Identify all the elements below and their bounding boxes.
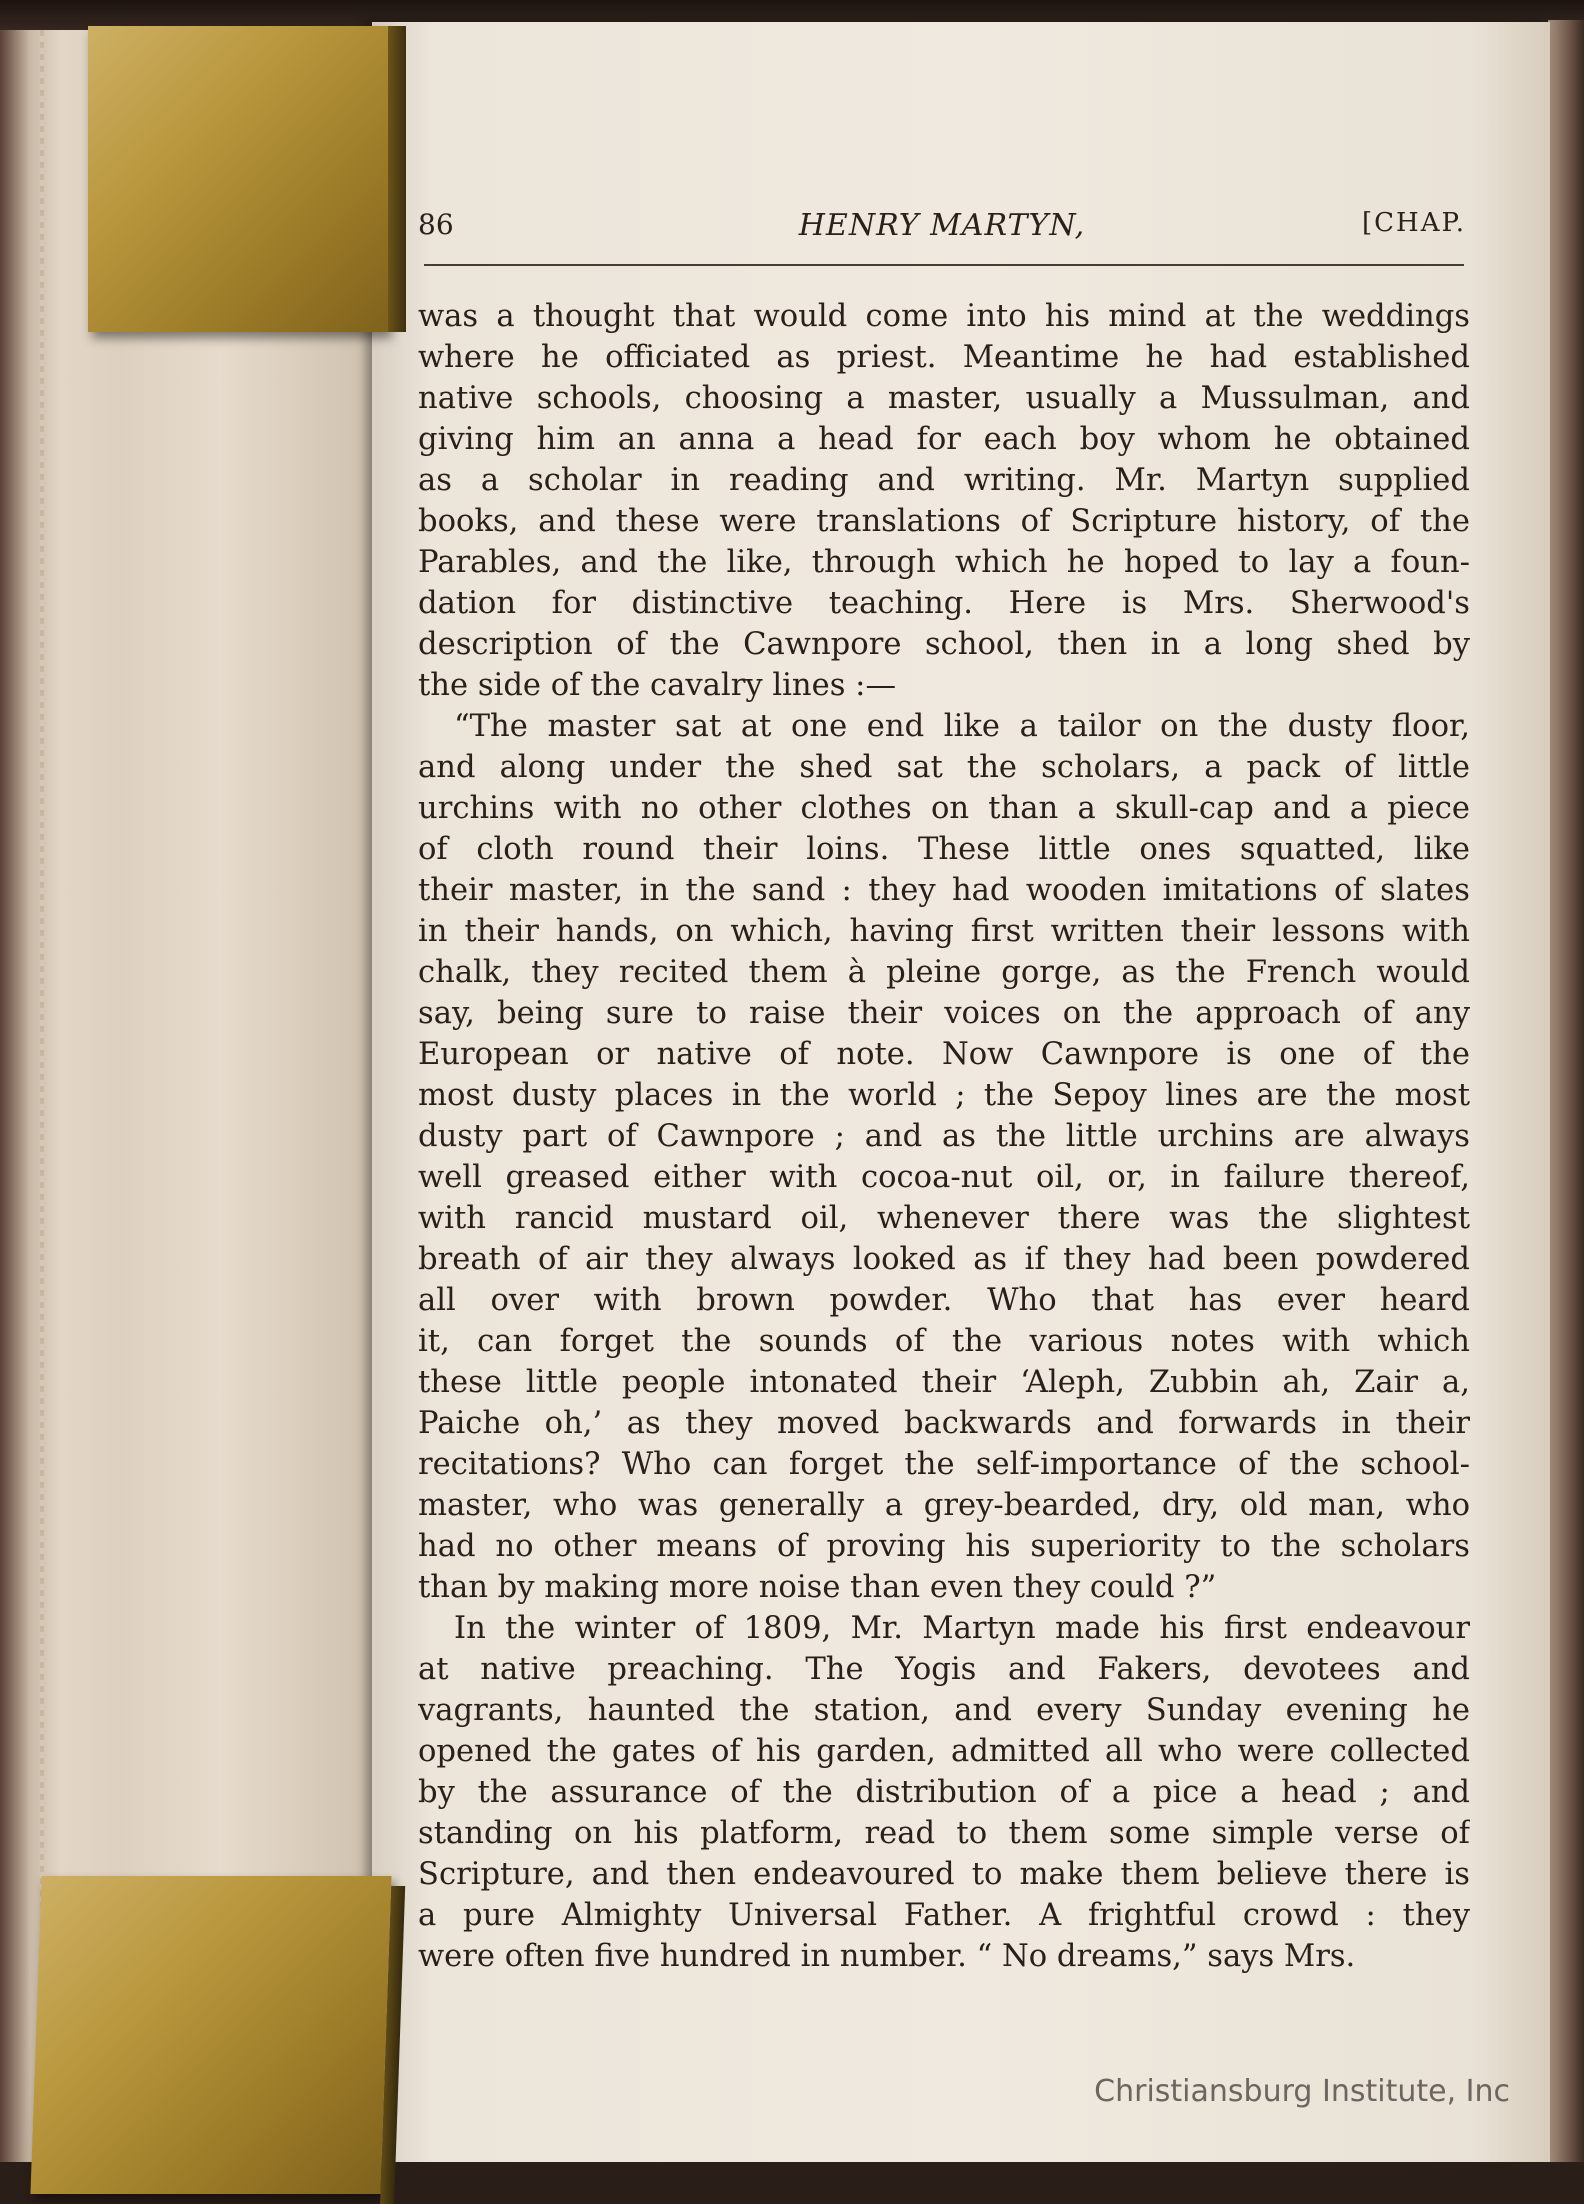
text-line: was a thought that would come into his mind at the weddings (418, 299, 1470, 334)
text-line: Paiche oh,’ as they moved backwards and forwards in their (418, 1406, 1470, 1441)
text-line: standing on his platform, read to them some simple verse of (418, 1816, 1470, 1851)
text-line: In the winter of 1809, Mr. Martyn made his first endeavour (454, 1611, 1470, 1646)
chapter-marker: [CHAP. (1362, 208, 1466, 238)
text-line: native schools, choosing a master, usually a Mussulman, and (418, 381, 1470, 416)
text-line: giving him an anna a head for each boy whom he obtained (418, 422, 1470, 457)
text-line: breath of air they always looked as if they had been powdered (418, 1242, 1470, 1277)
paragraph (418, 1608, 1470, 1977)
gold-bookmark-bottom (30, 1876, 391, 2194)
text-line: books, and these were translations of Scripture history, of the (418, 504, 1470, 539)
watermark: Christiansburg Institute, Inc (1094, 2074, 1510, 2109)
text-line: it, can forget the sounds of the various notes with which (418, 1324, 1470, 1359)
text-line: as a scholar in reading and writing. Mr. Martyn supplied (418, 463, 1470, 498)
text-line: chalk, they recited them à pleine gorge, as the French would (418, 955, 1470, 990)
text-line: their master, in the sand : they had wooden imitations of slates (418, 873, 1470, 908)
text-line: dation for distinctive teaching. Here is Mrs. Sherwood's (418, 586, 1470, 621)
text-line: well greased either with cocoa-nut oil, or, in failure thereof, (418, 1160, 1470, 1195)
page-number: 86 (418, 208, 454, 241)
text-line: a pure Almighty Universal Father. A frightful crowd : they (418, 1898, 1470, 1933)
text-line: had no other means of proving his superiority to the scholars (418, 1529, 1470, 1564)
body-text (418, 296, 1470, 1977)
text-line: by the assurance of the distribution of a pice a head ; and (418, 1775, 1470, 1810)
text-line: European or native of note. Now Cawnpore is one of the (418, 1037, 1470, 1072)
text-line: Scripture, and then endeavoured to make them believe there is (418, 1857, 1470, 1892)
text-line: Parables, and the like, through which he hoped to lay a foun- (418, 545, 1470, 580)
running-title: HENRY MARTYN, (798, 208, 1086, 243)
gold-bookmark-top (88, 26, 388, 332)
text-line: where he officiated as priest. Meantime he had established (418, 340, 1470, 375)
paragraph (418, 706, 1470, 1608)
text-line: recitations? Who can forget the self-importance of the school- (418, 1447, 1470, 1482)
text-line: these little people intonated their ‘Aleph, Zubbin ah, Zair a, (418, 1365, 1470, 1400)
text-line: and along under the shed sat the scholars, a pack of little (418, 750, 1470, 785)
page-header (418, 208, 1466, 258)
text-line: vagrants, haunted the station, and every Sunday evening he (418, 1693, 1470, 1728)
text-line: of cloth round their loins. These little ones squatted, like (418, 832, 1470, 867)
text-line: were often five hundred in number. “ No dreams,” says Mrs. (418, 1939, 1356, 1974)
text-line: description of the Cawnpore school, then in a long shed by (418, 627, 1470, 662)
text-line: master, who was generally a grey-bearded, dry, old man, who (418, 1488, 1470, 1523)
text-line: urchins with no other clothes on than a skull-cap and a piece (418, 791, 1470, 826)
text-line: than by making more noise than even they could ?” (418, 1570, 1217, 1605)
text-line: in their hands, on which, having first written their lessons with (418, 914, 1470, 949)
text-line: “The master sat at one end like a tailor on the dusty floor, (454, 709, 1470, 744)
text-line: at native preaching. The Yogis and Fakers, devotees and (418, 1652, 1470, 1687)
text-line: most dusty places in the world ; the Sepoy lines are the most (418, 1078, 1470, 1113)
text-line: all over with brown powder. Who that has ever heard (418, 1283, 1470, 1318)
text-line: say, being sure to raise their voices on the approach of any (418, 996, 1470, 1031)
text-line: dusty part of Cawnpore ; and as the little urchins are always (418, 1119, 1470, 1154)
text-line: with rancid mustard oil, whenever there was the slightest (418, 1201, 1470, 1236)
text-line: the side of the cavalry lines :— (418, 668, 897, 703)
text-line: opened the gates of his garden, admitted all who were collected (418, 1734, 1470, 1769)
right-book-edge (1548, 20, 1584, 2194)
paragraph (418, 296, 1470, 706)
page-edges (0, 30, 400, 2194)
header-rule (424, 264, 1464, 266)
